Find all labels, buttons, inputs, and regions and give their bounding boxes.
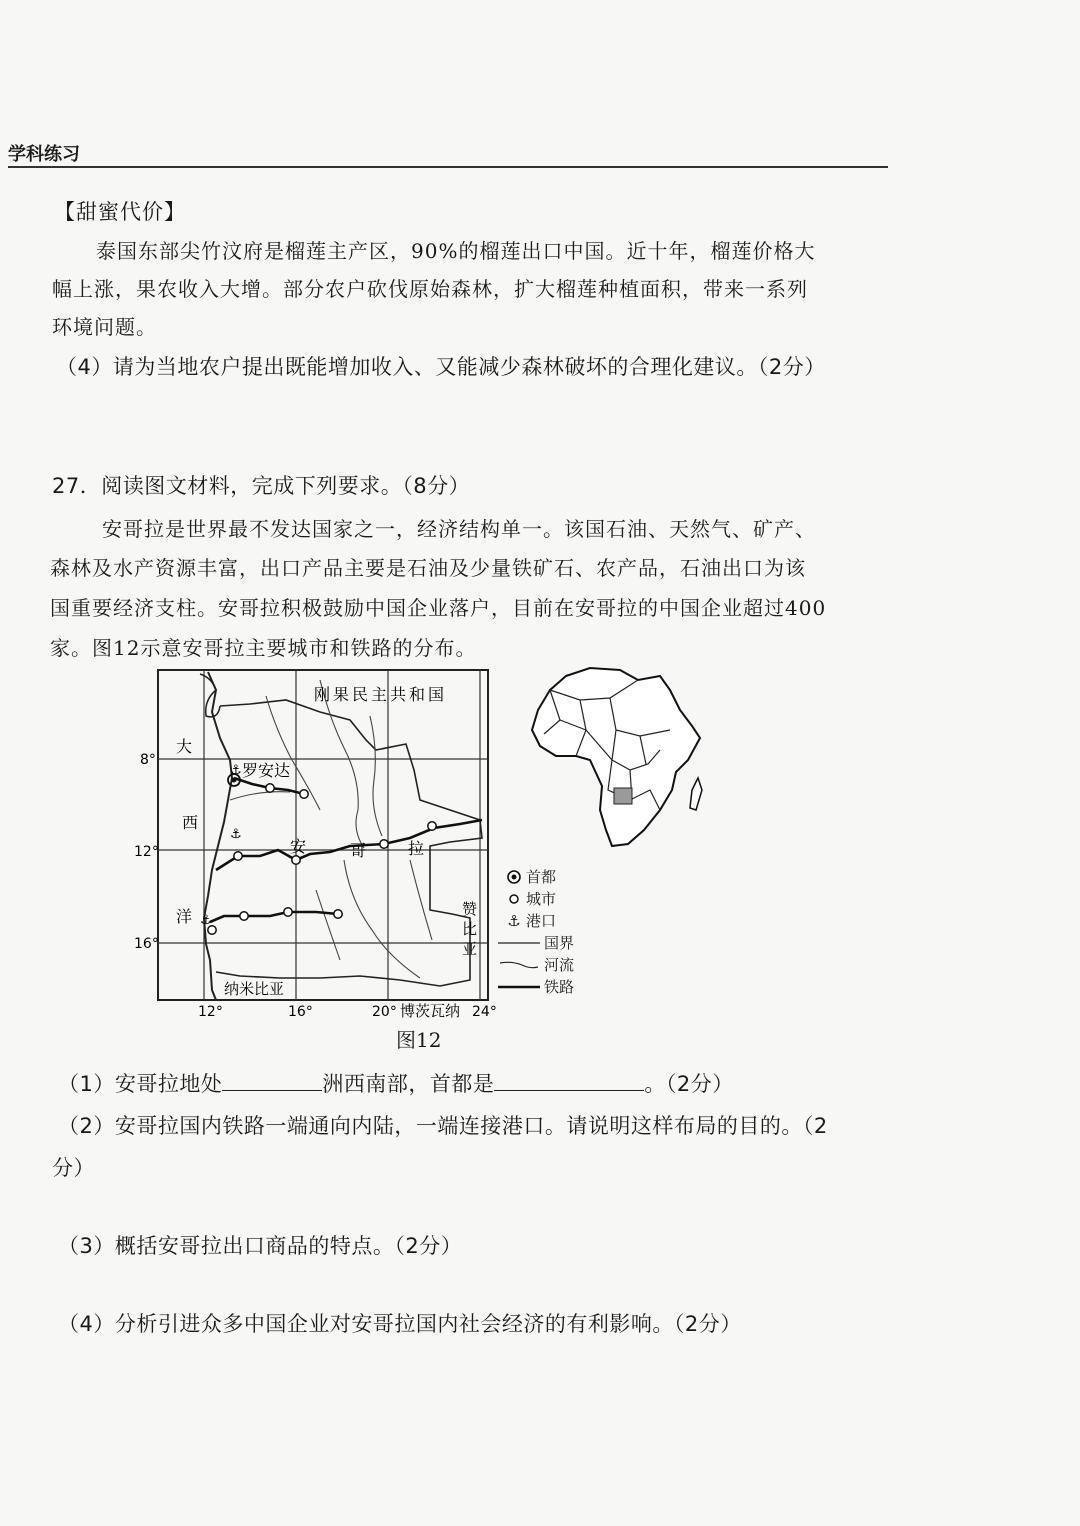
river-cubango — [344, 860, 420, 978]
angola-highlight — [614, 788, 632, 804]
railway-benguela — [216, 820, 482, 870]
label-ocean: 洋 — [176, 907, 193, 926]
paragraph-line: 环境问题。 — [52, 315, 157, 339]
madagascar-outline — [690, 778, 702, 810]
railway-line-icon — [498, 982, 540, 992]
label-zambia: 赞 — [462, 900, 478, 918]
angola-map — [120, 660, 500, 1022]
legend-railway — [498, 976, 574, 998]
legend-label: 首都 — [526, 868, 557, 886]
river-cuito — [316, 890, 340, 960]
answer-blank-continent[interactable] — [222, 1070, 322, 1091]
river-kwanza-north — [266, 696, 320, 810]
label-ocean: 大 — [176, 737, 193, 756]
border-line-icon — [498, 938, 540, 948]
legend-port — [506, 910, 574, 932]
label-angola: 安 — [290, 837, 307, 856]
question-27-stem: 27．阅读图文材料，完成下列要求。（8分） — [52, 474, 471, 498]
lon-tick: 24° — [472, 1004, 497, 1020]
port-icon: ⚓ — [200, 913, 212, 928]
city-symbol-icon — [506, 891, 522, 907]
label-angola: 哥 — [350, 841, 367, 860]
lat-tick: 8° — [140, 752, 156, 768]
city-marker — [234, 852, 242, 860]
river-kasai — [370, 716, 382, 836]
city-marker — [428, 822, 436, 830]
anchor-icon: ⚓ — [507, 912, 521, 930]
sub-question-1 — [58, 1068, 734, 1098]
legend-city — [506, 888, 574, 910]
paragraph-line: 安哥拉是世界最不发达国家之一，经济结构单一。该国石油、天然气、矿产、 — [102, 517, 816, 541]
legend-capital — [506, 866, 574, 888]
legend-label: 河流 — [544, 956, 575, 974]
legend-label: 铁路 — [544, 978, 575, 996]
port-icon: ⚓ — [230, 763, 242, 778]
legend-river — [498, 954, 574, 976]
legend-border — [498, 932, 574, 954]
question-4: （4）请为当地农户提出既能增加收入、又能减少森林破坏的合理化建议。（2分） — [56, 355, 826, 379]
coastline — [204, 672, 232, 1000]
paragraph-line: 森林及水产资源丰富，出口产品主要是石油及少量铁矿石、农产品，石油出口为该 — [50, 556, 806, 580]
lat-tick: 16° — [134, 936, 159, 952]
label-ocean: 西 — [182, 813, 199, 832]
lon-tick: 12° — [198, 1004, 223, 1020]
legend-label: 城市 — [526, 890, 557, 908]
figure-caption: 图12 — [396, 1028, 442, 1052]
sub-question-2-cont: 分） — [52, 1156, 95, 1180]
city-marker — [266, 784, 274, 792]
city-marker — [292, 856, 300, 864]
lon-tick: 20° — [372, 1004, 397, 1020]
sub-question-1-part-c: 。（2分） — [644, 1072, 734, 1096]
legend-label: 国界 — [544, 934, 575, 952]
legend-label: 港口 — [526, 912, 557, 930]
label-capital: 罗安达 — [242, 761, 291, 780]
lat-tick: 12° — [134, 844, 159, 860]
paragraph-line: 国重要经济支柱。安哥拉积极鼓励中国企业落户，目前在安哥拉的中国企业超过400 — [50, 596, 827, 620]
city-marker — [380, 840, 388, 848]
section-title: 【甜蜜代价】 — [54, 200, 186, 224]
lon-tick: 16° — [288, 1004, 313, 1020]
river-kwango — [320, 680, 364, 848]
city-marker — [334, 910, 342, 918]
paragraph-line: 幅上涨，果农收入大增。部分农户砍伐原始森林，扩大榴莲种植面积，带来一系列 — [52, 277, 808, 301]
river-zambezi — [410, 860, 432, 940]
map-legend — [498, 866, 574, 998]
sub-question-4: （4）分析引进众多中国企业对安哥拉国内社会经济的有利影响。（2分） — [58, 1312, 742, 1336]
sub-question-1-part-a: （1）安哥拉地处 — [58, 1072, 223, 1096]
label-zambia: 亚 — [462, 940, 478, 958]
city-marker — [240, 912, 248, 920]
page-header-title: 学科练习 — [8, 144, 80, 165]
city-marker — [284, 908, 292, 916]
port-icon: ⚓ — [230, 827, 242, 842]
capital-symbol-icon — [506, 869, 522, 885]
paragraph-line: 家。图12示意安哥拉主要城市和铁路的分布。 — [50, 636, 477, 660]
cabinda-outline — [200, 674, 220, 717]
paragraph-line: 泰国东部尖竹汶府是榴莲主产区，90%的榴莲出口中国。近十年，榴莲价格大 — [96, 239, 816, 263]
sub-question-1-part-b: 洲西南部，首都是 — [322, 1072, 495, 1096]
capital-marker-dot — [232, 778, 237, 783]
label-drc: 刚果民主共和国 — [314, 685, 448, 704]
city-marker — [300, 790, 308, 798]
river-kwanza — [230, 792, 290, 800]
header-divider — [8, 166, 888, 168]
sub-question-3: （3）概括安哥拉出口商品的特点。（2分） — [58, 1234, 463, 1258]
answer-blank-capital[interactable] — [494, 1070, 644, 1091]
label-zambia: 比 — [462, 920, 478, 938]
railway-namibe — [210, 912, 338, 922]
label-namibia: 纳米比亚 — [224, 980, 285, 998]
label-angola: 拉 — [408, 839, 425, 858]
sub-question-2: （2）安哥拉国内铁路一端通向内陆，一端连接港口。请说明这样布局的目的。（2 — [58, 1114, 828, 1138]
africa-inset-map — [520, 660, 720, 852]
label-botswana: 博茨瓦纳 — [400, 1002, 461, 1020]
river-line-icon — [498, 959, 540, 971]
